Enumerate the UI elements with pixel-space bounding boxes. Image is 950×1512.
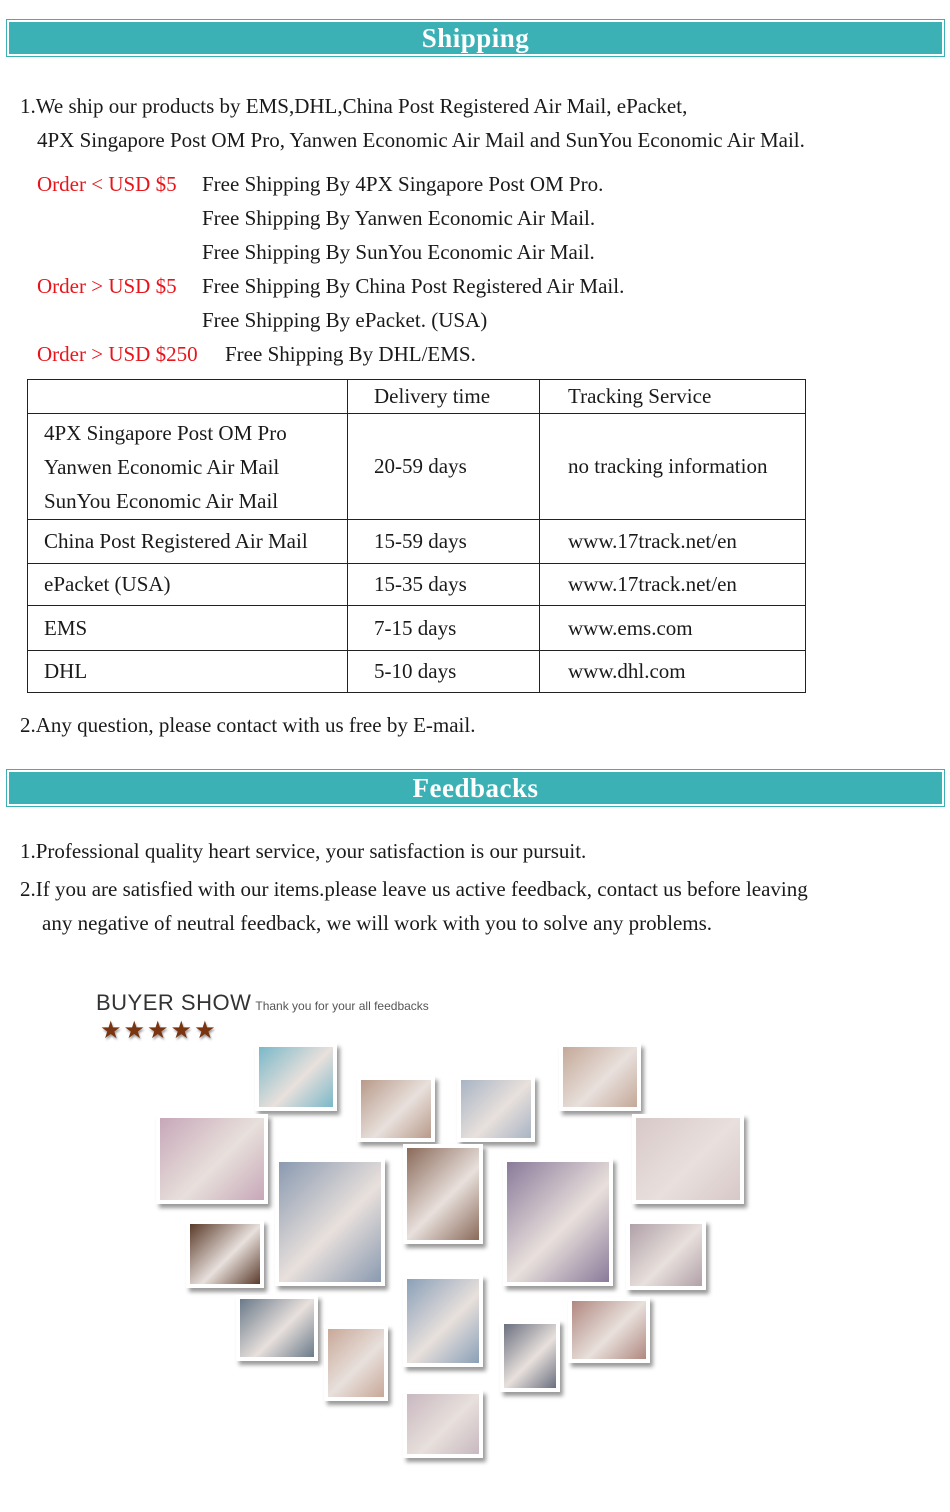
tracking-service: no tracking information bbox=[540, 414, 806, 520]
shipping-table bbox=[27, 379, 806, 693]
buyer-photo bbox=[403, 1390, 483, 1458]
table-row bbox=[28, 564, 806, 606]
buyer-photo bbox=[255, 1043, 337, 1111]
buyer-photo bbox=[503, 1158, 613, 1286]
delivery-time: 7-15 days bbox=[348, 606, 540, 651]
buyer-photo bbox=[632, 1114, 744, 1204]
buyer-show-subtitle: Thank you for your all feedbacks bbox=[255, 999, 429, 1013]
buyer-photo bbox=[457, 1076, 535, 1142]
shipping-banner bbox=[9, 22, 942, 54]
buyer-photo bbox=[626, 1220, 706, 1290]
order-text: Free Shipping By Yanwen Economic Air Mail. bbox=[202, 206, 596, 230]
buyer-photo bbox=[500, 1320, 560, 1392]
buyer-show-title: BUYER SHOW bbox=[96, 990, 252, 1015]
table-row bbox=[28, 651, 806, 693]
buyer-photo bbox=[236, 1295, 318, 1361]
feedback-line-2b: any negative of neutral feedback, we will work with you to solve any problems. bbox=[42, 911, 713, 935]
method-name: 4PX Singapore Post OM Pro bbox=[44, 420, 287, 445]
order-prefix: Order < USD $5 bbox=[37, 172, 177, 196]
order-text: Free Shipping By SunYou Economic Air Mail. bbox=[202, 240, 595, 264]
feedback-line-1: 1.Professional quality heart service, your satisfaction is our pursuit. bbox=[20, 839, 587, 863]
order-prefix: Order > USD $5 bbox=[37, 274, 177, 298]
feedbacks-banner bbox=[9, 772, 942, 804]
table-row bbox=[28, 606, 806, 651]
buyer-photo bbox=[324, 1325, 388, 1401]
order-text: Free Shipping By ePacket. (USA) bbox=[202, 308, 488, 332]
delivery-time: 15-59 days bbox=[348, 520, 540, 564]
shipping-line-1a: 1.We ship our products by EMS,DHL,China Post Registered Air Mail, ePacket, bbox=[20, 94, 688, 118]
table-header-cell: Delivery time bbox=[348, 380, 540, 414]
method-name: Yanwen Economic Air Mail bbox=[44, 454, 280, 479]
order-text: Free Shipping By 4PX Singapore Post OM Pro. bbox=[202, 172, 604, 196]
buyer-photo bbox=[186, 1220, 264, 1288]
buyer-photo bbox=[403, 1275, 483, 1367]
table-header-cell bbox=[28, 380, 348, 414]
table-row bbox=[28, 414, 806, 520]
method-name: ePacket (USA) bbox=[28, 564, 348, 606]
order-text: Free Shipping By DHL/EMS. bbox=[225, 342, 476, 366]
buyer-photo bbox=[275, 1158, 385, 1286]
buyer-photo bbox=[403, 1144, 483, 1244]
shipping-line-1b: 4PX Singapore Post OM Pro, Yanwen Economic Air Mail and SunYou Economic Air Mail. bbox=[37, 128, 805, 152]
feedback-line-2a: 2.If you are satisfied with our items.please leave us active feedback, contact us before leaving bbox=[20, 877, 808, 901]
table-header-cell: Tracking Service bbox=[540, 380, 806, 414]
tracking-service: www.17track.net/en bbox=[540, 520, 806, 564]
table-row bbox=[28, 520, 806, 564]
delivery-time: 15-35 days bbox=[348, 564, 540, 606]
buyer-photo bbox=[156, 1114, 268, 1204]
buyer-photo bbox=[559, 1043, 641, 1111]
rating-stars-icon: ★★★★★ bbox=[100, 1018, 218, 1044]
method-cell bbox=[28, 414, 348, 520]
delivery-time: 5-10 days bbox=[348, 651, 540, 693]
buyer-show-heading bbox=[96, 990, 429, 1016]
buyer-photo bbox=[357, 1076, 435, 1142]
order-text: Free Shipping By China Post Registered Air Mail. bbox=[202, 274, 625, 298]
method-name: China Post Registered Air Mail bbox=[28, 520, 348, 564]
tracking-service: www.17track.net/en bbox=[540, 564, 806, 606]
shipping-title: Shipping bbox=[421, 23, 530, 53]
buyer-photo bbox=[568, 1297, 650, 1363]
table-header-row bbox=[28, 380, 806, 414]
feedbacks-title: Feedbacks bbox=[412, 773, 539, 803]
delivery-time: 20-59 days bbox=[348, 414, 540, 520]
method-name: EMS bbox=[28, 606, 348, 651]
order-prefix: Order > USD $250 bbox=[37, 342, 198, 366]
shipping-line-2: 2.Any question, please contact with us free by E-mail. bbox=[20, 713, 476, 737]
tracking-service: www.dhl.com bbox=[540, 651, 806, 693]
method-name: DHL bbox=[28, 651, 348, 693]
tracking-service: www.ems.com bbox=[540, 606, 806, 651]
method-name: SunYou Economic Air Mail bbox=[44, 488, 279, 513]
